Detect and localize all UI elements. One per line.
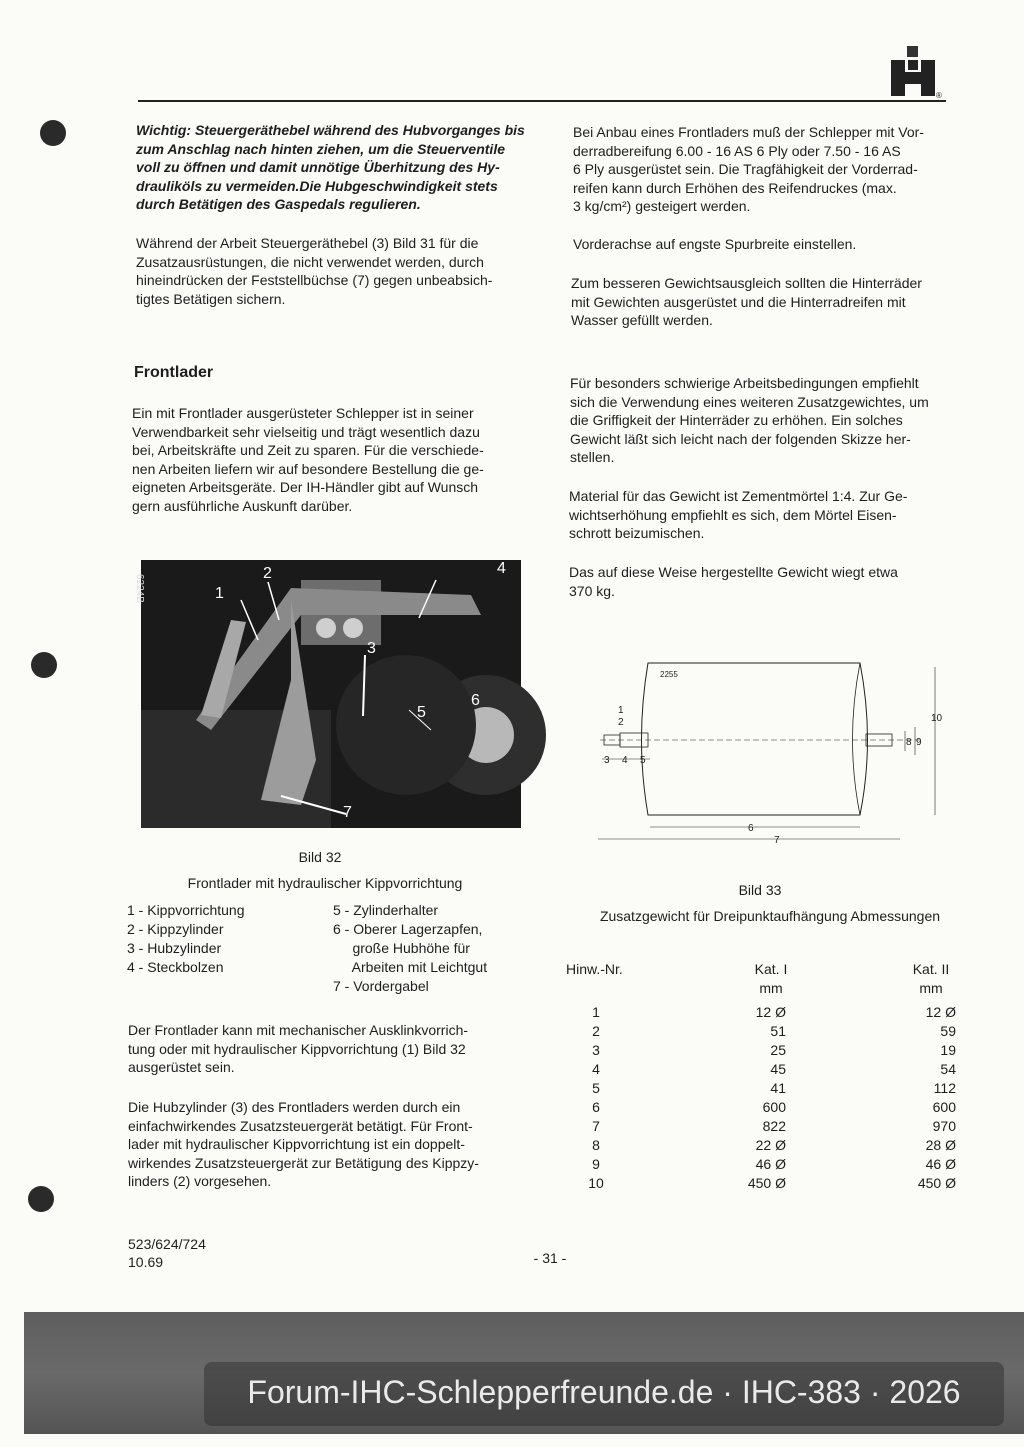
frontlader-intro: Ein mit Frontlader ausgerüsteter Schlepper ist in seiner Verwendbarkeit sehr vielseitig und trägt wesentlich dazu bei, Arbeitskräfte und Zeit zu sparen. Für die verschiede- nen Arbeiten liefern wir auf besondere Bestellung die ge- eigneten Arbeitsgeräte. Der IH-Händler gibt auf Wunsch gern ausführliche Auskunft darüber. <box>132 405 484 514</box>
figure-33-title: Bild 33 <box>738 882 782 898</box>
table-cell: 450 Ø <box>747 1175 786 1191</box>
drawing-code: 2255 <box>660 670 678 679</box>
table-row <box>566 1137 966 1156</box>
table-row <box>566 1004 966 1023</box>
table-cell: 46 Ø <box>925 1156 956 1172</box>
work-note: Während der Arbeit Steuergeräthebel (3) Bild 31 für die Zusatzausrüstungen, die nicht verwendet werden, durch hineindrücken der Feststellbüchse (7) gegen unbeabsich- tigtes Betätigen sichern. <box>136 235 493 307</box>
table-cell: 45 <box>770 1061 786 1077</box>
photo-label: 5 <box>417 704 426 721</box>
dimension-label: 6 <box>748 823 754 834</box>
watermark-banner <box>24 1312 1024 1434</box>
punch-hole-bottom <box>28 1186 54 1212</box>
table-cell: 12 Ø <box>755 1004 786 1020</box>
table-row <box>566 1099 966 1118</box>
table-cell: 51 <box>770 1023 786 1039</box>
legend-item: Arbeiten mit Leichtgut <box>333 959 488 975</box>
difficult-conditions-note: Für besonders schwierige Arbeitsbedingungen empfiehlt sich die Verwendung eines weiteren Zusatzgewichtes, um die Griffigkeit der Hinterräder zu erhöhen. Ein solches Gewicht läßt sich leicht nach der folgenden Skizze her- stellen. <box>570 375 929 465</box>
important-note: Wichtig: Steuergeräthebel während des Hubvorganges bis zum Anschlag nach hinten ziehen, um die Steuerventile voll zu öffnen und damit unnötige Überhitzung des Hy- drauliköls zu vermeiden.Die Hubgeschwindigkeit stets durch Betätigen des Gaspedals regulieren. <box>136 122 525 212</box>
dimension-label: 4 <box>622 755 628 766</box>
photo-label: 6 <box>471 692 480 709</box>
registered-mark: ® <box>936 91 942 100</box>
axle-note: Vorderachse auf engste Spurbreite einstellen. <box>573 236 857 252</box>
photo-label: 3 <box>367 640 376 657</box>
watermark-text: Forum-IHC-Schlepperfreunde.de · IHC-383 · 2026 <box>247 1374 961 1410</box>
weight-note: Das auf diese Weise hergestellte Gewicht wiegt etwa 370 kg. <box>569 564 898 599</box>
table-cell: 10 <box>588 1175 604 1191</box>
table-cell: 46 Ø <box>755 1156 786 1172</box>
legend-item: 6 - Oberer Lagerzapfen, <box>333 921 483 937</box>
table-cell: 59 <box>940 1023 956 1039</box>
photo-code: 6224B <box>134 574 145 603</box>
table-cell: 22 Ø <box>755 1137 786 1153</box>
table-header-row <box>566 961 966 980</box>
dimension-label: 1 <box>618 705 624 716</box>
table-cell: 2 <box>592 1023 600 1039</box>
table-cell: 822 <box>762 1118 786 1134</box>
table-cell: 5 <box>592 1080 600 1096</box>
column-header: Hinw.-Nr. <box>566 961 623 977</box>
figure-32-title: Bild 32 <box>298 849 342 865</box>
mechanical-note: Der Frontlader kann mit mechanischer Ausklinkvorrich- tung oder mit hydraulischer Kippvorrichtung (1) Bild 32 ausgerüstet sein. <box>128 1022 469 1075</box>
legend-item: 3 - Hubzylinder <box>127 940 222 956</box>
model-and-date: 523/624/724 10.69 <box>128 1236 206 1270</box>
page-number: - 31 - <box>533 1250 567 1266</box>
legend-right <box>333 901 487 996</box>
table-cell: 970 <box>932 1118 956 1134</box>
table-cell: 4 <box>592 1061 600 1077</box>
table-cell: 19 <box>940 1042 956 1058</box>
balance-note: Zum besseren Gewichtsausgleich sollten die Hinterräder mit Gewichten ausgerüstet und die Hinterradreifen mit Wasser gefüllt werden. <box>571 275 922 328</box>
column-header: Kat. I <box>754 961 788 977</box>
legend-item: 4 - Steckbolzen <box>127 959 224 975</box>
photo-label: 4 <box>497 560 506 577</box>
table-cell: 9 <box>592 1156 600 1172</box>
table-cell: 28 Ø <box>925 1137 956 1153</box>
frontlader-photo <box>134 560 521 828</box>
table-units-row <box>566 980 966 999</box>
table-cell: 8 <box>592 1137 600 1153</box>
table-row <box>566 1080 966 1099</box>
table-cell: 6 <box>592 1099 600 1115</box>
legend-item: 7 - Vordergabel <box>333 978 429 994</box>
table-cell: 450 Ø <box>917 1175 956 1191</box>
table-row <box>566 1156 966 1175</box>
punch-hole-top <box>40 120 66 146</box>
section-heading-frontlader: Frontlader <box>134 364 214 381</box>
table-row <box>566 1042 966 1061</box>
header-rule <box>138 100 946 102</box>
figure-33-caption: Zusatzgewicht für Dreipunktaufhängung Abmessungen <box>599 908 941 924</box>
photo-label: 1 <box>215 585 224 602</box>
table-cell: 600 <box>762 1099 786 1115</box>
legend-item: große Hubhöhe für <box>333 940 470 956</box>
table-cell: 25 <box>770 1042 786 1058</box>
table-row <box>566 1023 966 1042</box>
tires-note: Bei Anbau eines Frontladers muß der Schlepper mit Vor- derradbereifung 6.00 - 16 AS 6 Ply oder 7.50 - 16 AS 6 Ply ausgerüstet sein. Die Tragfähigkeit der Vorderrad- reifen kann durch Erhöhen des Reifendruckes (max. 3 kg/cm²) gesteigert werden. <box>573 124 924 214</box>
dimension-label: 7 <box>774 835 780 846</box>
table-cell: 112 <box>933 1080 956 1096</box>
column-unit: mm <box>919 980 943 996</box>
dimensions-table <box>566 961 966 1201</box>
legend-item: 5 - Zylinderhalter <box>333 902 439 918</box>
table-cell: 7 <box>592 1118 600 1134</box>
table-cell: 54 <box>940 1061 956 1077</box>
dimension-label: 8 <box>906 737 912 748</box>
photo-label: 2 <box>263 565 272 582</box>
dimension-label: 9 <box>916 737 922 748</box>
column-unit: mm <box>759 980 783 996</box>
legend-item: 2 - Kippzylinder <box>127 921 224 937</box>
photo-label: 7 <box>343 804 352 821</box>
weight-drawing <box>590 655 950 850</box>
table-cell: 12 Ø <box>925 1004 956 1020</box>
table-cell: 3 <box>592 1042 600 1058</box>
dimension-label: 10 <box>931 713 943 724</box>
table-row <box>566 1118 966 1137</box>
watermark-box <box>204 1362 1004 1426</box>
figure-32-caption: Frontlader mit hydraulischer Kippvorrichtung <box>187 875 463 891</box>
punch-hole-middle <box>31 652 57 678</box>
table-row <box>566 1175 966 1194</box>
table-cell: 41 <box>770 1080 786 1096</box>
table-cell: 600 <box>932 1099 956 1115</box>
table-cell: 1 <box>592 1004 600 1020</box>
dimension-label: 5 <box>640 755 646 766</box>
ih-logo-icon <box>887 46 945 102</box>
legend-item: 1 - Kippvorrichtung <box>127 902 245 918</box>
table-row <box>566 1061 966 1080</box>
dimension-label: 2 <box>618 717 624 728</box>
dimension-label: 3 <box>604 755 610 766</box>
material-note: Material für das Gewicht ist Zementmörtel 1:4. Zur Ge- wichtserhöhung empfiehlt es sich, dem Mörtel Eisen- schrott beizumischen. <box>569 488 908 541</box>
cylinder-note: Die Hubzylinder (3) des Frontladers werden durch ein einfachwirkendes Zusatzsteuergerät betätigt. Für Front- lader mit hydraulischer Kippvorrichtung ist ein doppelt- wirkendes Zusatzsteuergerät zur Betätigung des Kippzy- linders (2) vorgesehen. <box>128 1099 479 1189</box>
column-header: Kat. II <box>912 961 950 977</box>
legend-left <box>127 901 245 977</box>
